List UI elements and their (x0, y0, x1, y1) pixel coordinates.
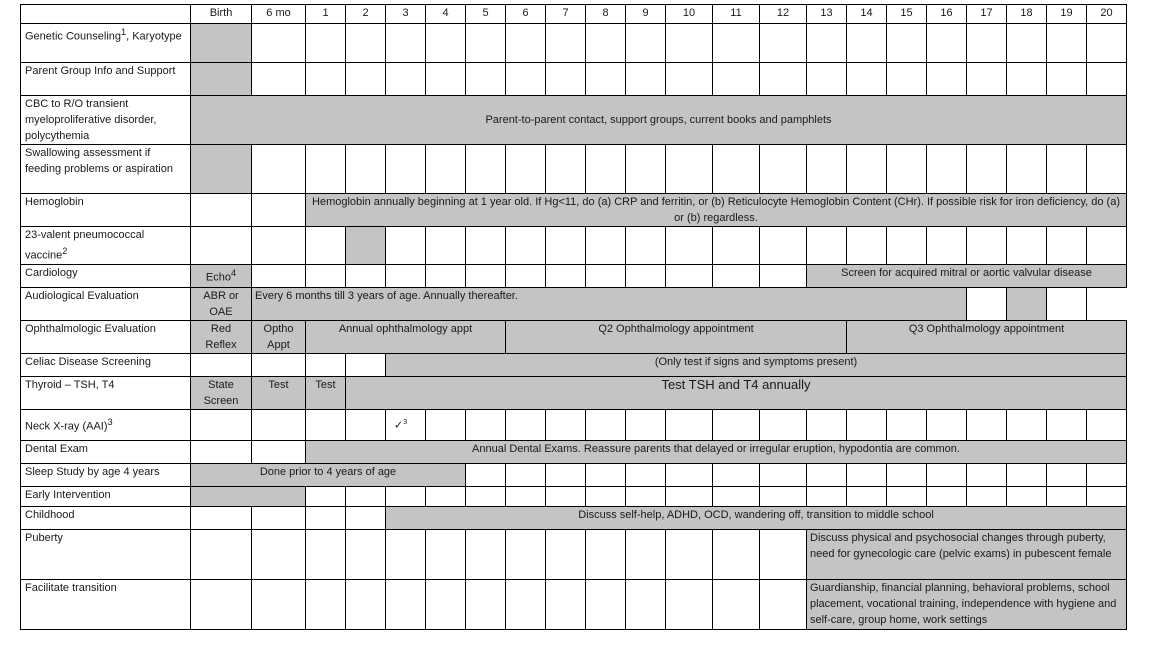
row-celiac (21, 353, 1127, 376)
row-sleep-study (21, 463, 1127, 486)
span-bar-puberty: Discuss physical and psychosocial changes through puberty, need for gynecologic care (pelvic exams) in pubescent female (807, 529, 1127, 579)
row-label: Parent Group Info and Support (21, 63, 191, 96)
checkmark-cell (386, 409, 426, 440)
header-age-5: 5 (466, 5, 506, 24)
header-row (21, 5, 1127, 24)
shaded-cell (1007, 287, 1047, 320)
header-age-7: 7 (546, 5, 586, 24)
birth-cell: State Screen (191, 376, 252, 409)
header-6mo: 6 mo (252, 5, 306, 24)
header-age-11: 11 (713, 5, 760, 24)
span-bar-transition: Guardianship, financial planning, behavioral problems, school placement, vocational training, independence with hygiene and self-care, group home, work settings (807, 579, 1127, 629)
row-label: Neck X-ray (AAI)$^3$ (21, 409, 191, 440)
six-mo-cell: Test (252, 376, 306, 409)
row-genetic-counseling (21, 24, 1127, 63)
row-cardiology (21, 264, 1127, 287)
span-bar-childhood: Discuss self-help, ADHD, OCD, wandering off, transition to middle school (386, 506, 1127, 529)
header-age-15: 15 (887, 5, 927, 24)
row-label: Facilitate transition (21, 579, 191, 629)
row-label: Cardiology (21, 264, 191, 287)
row-label: CBC to R/O transient myeloproliferative disorder, polycythemia (21, 96, 191, 145)
row-label: Hemoglobin (21, 194, 191, 227)
row-hemoglobin (21, 194, 1127, 227)
header-age-13: 13 (807, 5, 847, 24)
row-parent-group (21, 63, 1127, 96)
header-age-20: 20 (1087, 5, 1127, 24)
row-label: Childhood (21, 506, 191, 529)
header-age-18: 18 (1007, 5, 1047, 24)
row-audiological (21, 287, 1127, 320)
header-age-16: 16 (927, 5, 967, 24)
six-mo-cell: Optho Appt (252, 320, 306, 353)
span-bar-ophthalmology-q2: Q2 Ophthalmology appointment (506, 320, 847, 353)
span-bar-audiological: Every 6 months till 3 years of age. Annually thereafter. (252, 287, 967, 320)
header-age-17: 17 (967, 5, 1007, 24)
row-label: Thyroid – TSH, T4 (21, 376, 191, 409)
header-age-1: 1 (306, 5, 346, 24)
row-ophthalmologic (21, 320, 1127, 353)
care-schedule-table (20, 4, 1127, 630)
birth-cell: Red Reflex (191, 320, 252, 353)
row-dental (21, 440, 1127, 463)
shaded-cell (191, 145, 252, 194)
row-neck-xray (21, 409, 1127, 440)
footnote-marker: 3 (403, 419, 408, 427)
row-label: Swallowing assessment if feeding problems or aspiration (21, 145, 191, 194)
span-bar-celiac: (Only test if signs and symptoms present) (386, 353, 1127, 376)
span-bar-dental: Annual Dental Exams. Reassure parents that delayed or irregular eruption, hypodontia are common. (306, 440, 1127, 463)
footnote-marker: 1 (121, 27, 127, 37)
age-1-cell: Test (306, 376, 346, 409)
span-bar-ophthalmology-q3: Q3 Ophthalmology appointment (847, 320, 1127, 353)
header-age-12: 12 (760, 5, 807, 24)
row-puberty (21, 529, 1127, 579)
birth-cell: ABR or OAE (191, 287, 252, 320)
span-bar-thyroid: Test TSH and T4 annually (346, 376, 1127, 409)
row-facilitate-transition (21, 579, 1127, 629)
shaded-cell (191, 24, 252, 63)
row-early-intervention (21, 486, 1127, 506)
row-label: Early Intervention (21, 486, 191, 506)
row-label: Genetic Counseling$^1$, Karyotype (21, 24, 191, 63)
span-bar-hemoglobin: Hemoglobin annually beginning at 1 year old. If Hg<11, do (a) CRP and ferritin, or (b) Reticulocyte Hemoglobin Content (CHr). If possible risk for iron deficiency, do (a) or (b) regardless. (306, 194, 1127, 227)
header-age-9: 9 (626, 5, 666, 24)
birth-cell: Echo$^4$ (191, 264, 252, 287)
span-bar-cardiology: Screen for acquired mitral or aortic valvular disease (807, 264, 1127, 287)
header-age-10: 10 (666, 5, 713, 24)
row-label: Celiac Disease Screening (21, 353, 191, 376)
row-label: Audiological Evaluation (21, 287, 191, 320)
header-age-19: 19 (1047, 5, 1087, 24)
row-pneumococcal (21, 227, 1127, 265)
row-label: Dental Exam (21, 440, 191, 463)
span-bar-sleep-study: Done prior to 4 years of age (191, 463, 466, 486)
row-label: Sleep Study by age 4 years (21, 463, 191, 486)
header-age-3: 3 (386, 5, 426, 24)
row-label: 23-valent pneumococcal vaccine$^2$ (21, 227, 191, 265)
header-age-2: 2 (346, 5, 386, 24)
footnote-marker: 2 (62, 246, 68, 256)
row-label: Ophthalmologic Evaluation (21, 320, 191, 353)
row-childhood (21, 506, 1127, 529)
footnote-marker: 3 (107, 417, 113, 428)
span-bar-ophthalmology-annual: Annual ophthalmology appt (306, 320, 506, 353)
row-thyroid (21, 376, 1127, 409)
row-cbc (21, 96, 1127, 145)
header-birth: Birth (191, 5, 252, 24)
header-age-14: 14 (847, 5, 887, 24)
header-age-8: 8 (586, 5, 626, 24)
header-age-4: 4 (426, 5, 466, 24)
header-blank (21, 5, 191, 24)
checkmark-icon: ✓ (394, 419, 404, 432)
shaded-cell (191, 486, 306, 506)
footnote-marker: 4 (230, 267, 237, 278)
span-bar-parent-contact: Parent-to-parent contact, support groups, current books and pamphlets (191, 96, 1127, 145)
row-label: Puberty (21, 529, 191, 579)
shaded-cell (191, 63, 252, 96)
header-age-6: 6 (506, 5, 546, 24)
shaded-cell (346, 227, 386, 265)
row-swallowing (21, 145, 1127, 194)
